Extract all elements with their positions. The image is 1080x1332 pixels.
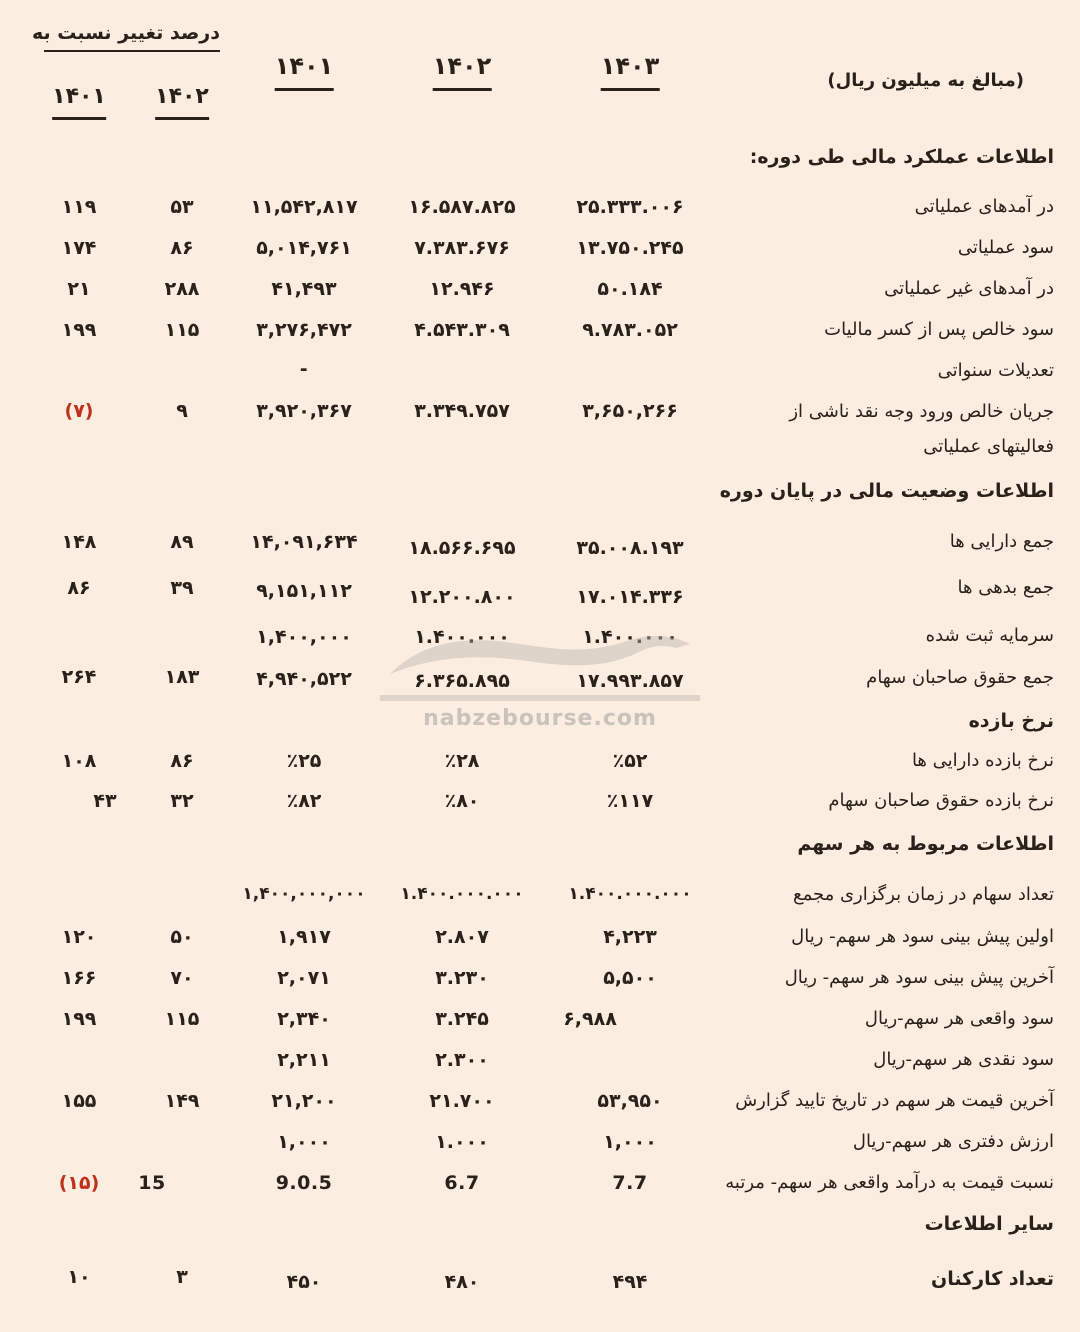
value-1401: ۵,۰۱۴,۷۶۱: [256, 237, 352, 259]
row-label-registered-capital: سرمایه ثبت شده: [925, 625, 1054, 646]
change-1401: (۷): [64, 400, 94, 422]
value-1401: ۱۴,۰۹۱,۶۳۴: [250, 531, 358, 553]
change-header-1402: ۱۴۰۲: [155, 84, 209, 120]
row-label-operating-profit: سود عملیاتی: [957, 237, 1054, 258]
change-1402: ۳۲: [170, 790, 194, 812]
change-1402: ۵۳: [170, 196, 194, 218]
value-1402: ۳.۳۴۹.۷۵۷: [414, 400, 510, 422]
change-1402: ۱۴۹: [164, 1090, 200, 1112]
value-1402: ۳.۲۳۰: [435, 967, 489, 989]
value-1402: ٪۸۰: [444, 790, 480, 812]
row-label-roe: نرخ بازده حقوق صاحبان سهام: [828, 790, 1054, 811]
value-1402: ۳.۲۴۵: [435, 1008, 489, 1030]
value-1403: ۱۷.۹۹۳.۸۵۷: [576, 670, 684, 692]
row-label-last-eps-forecast: آخرین پیش بینی سود هر سهم- ریال: [784, 967, 1054, 988]
section-other: سایر اطلاعات: [924, 1213, 1054, 1235]
value-1401: 9.0.5: [275, 1172, 333, 1194]
value-1402: ۶.۳۶۵.۸۹۵: [414, 670, 510, 692]
change-1401: ۱۴۸: [61, 531, 97, 553]
value-1403: ۵,۵۰۰: [603, 967, 657, 989]
change-1401: ۲۱: [67, 278, 91, 300]
value-1403: ٪۱۱۷: [606, 790, 654, 812]
value-1403: ۹.۷۸۳.۰۵۲: [582, 319, 678, 341]
value-1402: ۴۸۰: [444, 1271, 480, 1293]
value-1403: ۱.۴۰۰.۰۰۰.۰۰۰: [568, 884, 692, 904]
value-1401: ۲۱,۲۰۰: [271, 1090, 337, 1112]
value-1401: ٪۲۵: [286, 750, 322, 772]
change-1401: ۱۲۰: [61, 926, 97, 948]
change-1402: ۱۱۵: [164, 1008, 200, 1030]
row-label-operating-revenue: در آمدهای عملیاتی: [914, 196, 1054, 217]
value-1401: ۴,۹۴۰,۵۲۲: [256, 668, 352, 690]
change-1402: ۱۸۳: [164, 666, 200, 688]
value-1403: ۳,۶۵۰,۲۶۶: [582, 400, 678, 422]
row-label-non-operating-revenue: در آمدهای غیر عملیاتی: [884, 278, 1054, 299]
change-1402: ۲۸۸: [164, 278, 200, 300]
change-1401: ۱۰: [67, 1266, 91, 1288]
value-1402: ۱۲.۲۰۰.۸۰۰: [408, 586, 516, 608]
change-1401: (۱۵): [58, 1172, 100, 1194]
change-1401: ۱۵۵: [61, 1090, 97, 1112]
year-header-1403: ۱۴۰۳: [601, 52, 660, 91]
change-1401: ۱۹۹: [61, 1008, 97, 1030]
value-1402: ۱.۴۰۰.۰۰۰.۰۰۰: [400, 884, 524, 904]
value-1401: ۳,۹۲۰,۳۶۷: [256, 400, 352, 422]
change-1402: ۸۶: [170, 750, 194, 772]
value-1402: ۱۲.۹۴۶: [429, 278, 495, 300]
watermark-text: nabzebourse.com: [423, 706, 657, 731]
change-header-1401: ۱۴۰۱: [52, 84, 106, 120]
value-1402: ۱۸.۵۶۶.۶۹۵: [408, 537, 516, 559]
change-1402: ۵۰: [170, 926, 194, 948]
value-1403: ۵۳,۹۵۰: [597, 1090, 663, 1112]
change-1402: ۷۰: [170, 967, 194, 989]
change-1401: ۸۶: [67, 577, 91, 599]
row-label-roa: نرخ بازده دارایی ها: [911, 750, 1054, 771]
value-1403: ۱۳.۷۵۰.۲۴۵: [576, 237, 684, 259]
row-label-last-price: آخرین قیمت هر سهم در تاریخ تایید گزارش: [735, 1090, 1054, 1111]
value-1401: ۲,۳۴۰: [277, 1008, 331, 1030]
value-1401: ۹,۱۵۱,۱۱۲: [256, 580, 352, 602]
value-1401: ۱,۴۰۰,۰۰۰: [256, 626, 352, 648]
value-1402: ۲.۸۰۷: [435, 926, 489, 948]
value-1403: ۶,۹۸۸: [563, 1008, 617, 1030]
value-1401: -: [299, 358, 309, 380]
value-1403: 7.7: [612, 1172, 648, 1194]
unit-note: (مبالغ به میلیون ریال): [827, 70, 1024, 91]
row-label-total-liabilities: جمع بدهی ها: [957, 577, 1054, 598]
row-label-book-value: ارزش دفتری هر سهم-ریال: [852, 1131, 1054, 1152]
value-1403: ۵۰.۱۸۴: [597, 278, 663, 300]
row-label-net-profit: سود خالص پس از کسر مالیات: [824, 319, 1054, 340]
change-1401: ۲۶۴: [61, 666, 97, 688]
row-label-operating-cash-flow-2: فعالیتهای عملیاتی: [923, 436, 1054, 457]
row-label-employees: تعداد کارکنان: [931, 1268, 1054, 1290]
value-1401: ۱,۴۰۰,۰۰۰,۰۰۰: [242, 884, 366, 904]
value-1402: ۴.۵۴۳.۳۰۹: [414, 319, 510, 341]
value-1401: ۱۱,۵۴۲,۸۱۷: [250, 196, 358, 218]
change-1402: ۱۱۵: [164, 319, 200, 341]
row-label-annual-adjustments: تعدیلات سنواتی: [937, 360, 1054, 381]
value-1401: ۱,۹۱۷: [277, 926, 331, 948]
row-label-operating-cash-flow: جریان خالص ورود وجه نقد ناشی از: [789, 401, 1054, 422]
change-1402: ۳۹: [170, 577, 194, 599]
section-per-share: اطلاعات مربوط به هر سهم: [797, 833, 1054, 855]
change-1401: ۱۰۸: [61, 750, 97, 772]
change-1402: ۳: [176, 1266, 188, 1288]
value-1403: ۴,۲۲۳: [603, 926, 657, 948]
section-returns: نرخ بازده: [968, 710, 1054, 732]
change-1402: ۹: [176, 400, 188, 422]
value-1402: ۱۶.۵۸۷.۸۲۵: [408, 196, 516, 218]
change-1402: ۸۹: [170, 531, 194, 553]
change-1401: ۴۳: [93, 790, 117, 812]
value-1403: ۴۹۴: [612, 1271, 648, 1293]
row-label-pe-ratio: نسبت قیمت به درآمد واقعی هر سهم- مرتبه: [725, 1172, 1054, 1193]
value-1403: ۲۵.۳۳۳.۰۰۶: [576, 196, 684, 218]
value-1402: ۱.۰۰۰: [435, 1131, 489, 1153]
change-group-header: درصد تغییر نسبت به: [44, 22, 220, 52]
change-1401: ۱۶۶: [61, 967, 97, 989]
value-1401: ۳,۲۷۶,۴۷۲: [256, 319, 352, 341]
row-label-dps: سود نقدی هر سهم-ریال: [873, 1049, 1054, 1070]
row-label-shares-count: تعداد سهام در زمان برگزاری مجمع: [793, 884, 1054, 905]
section-performance: اطلاعات عملکرد مالی طی دوره:: [749, 146, 1054, 168]
value-1401: ۲,۲۱۱: [277, 1049, 331, 1071]
value-1401: ۱,۰۰۰: [277, 1131, 331, 1153]
change-1401: ۱۷۴: [61, 237, 97, 259]
row-label-total-equity: جمع حقوق صاحبان سهام: [866, 667, 1054, 688]
year-header-1401: ۱۴۰۱: [275, 52, 334, 91]
row-label-first-eps-forecast: اولین پیش بینی سود هر سهم- ریال: [791, 926, 1054, 947]
change-1402: ۸۶: [170, 237, 194, 259]
row-label-actual-eps: سود واقعی هر سهم-ریال: [864, 1008, 1054, 1029]
row-label-total-assets: جمع دارایی ها: [949, 531, 1054, 552]
value-1402: ۲.۳۰۰: [435, 1049, 489, 1071]
value-1402: ۷.۳۸۳.۶۷۶: [414, 237, 510, 259]
value-1402: ٪۲۸: [444, 750, 480, 772]
value-1403: ٪۵۲: [612, 750, 648, 772]
value-1402: 6.7: [444, 1172, 480, 1194]
value-1402: ۱.۴۰۰.۰۰۰: [414, 626, 510, 648]
section-position: اطلاعات وضعیت مالی در پایان دوره: [719, 480, 1054, 502]
value-1403: ۳۵.۰۰۸.۱۹۳: [576, 537, 684, 559]
value-1402: ۲۱.۷۰۰: [429, 1090, 495, 1112]
value-1401: ۴۱,۴۹۳: [271, 278, 337, 300]
value-1403: ۱.۴۰۰.۰۰۰: [582, 626, 678, 648]
value-1401: ٪۸۲: [286, 790, 322, 812]
value-1401: ۴۵۰: [286, 1271, 322, 1293]
change-1401: ۱۹۹: [61, 319, 97, 341]
value-1403: ۱۷.۰۱۴.۳۳۶: [576, 586, 684, 608]
value-1401: ۲,۰۷۱: [277, 967, 331, 989]
change-1402: 15: [138, 1172, 166, 1194]
change-1401: ۱۱۹: [61, 196, 97, 218]
value-1403: ۱,۰۰۰: [603, 1131, 657, 1153]
year-header-1402: ۱۴۰۲: [433, 52, 492, 91]
